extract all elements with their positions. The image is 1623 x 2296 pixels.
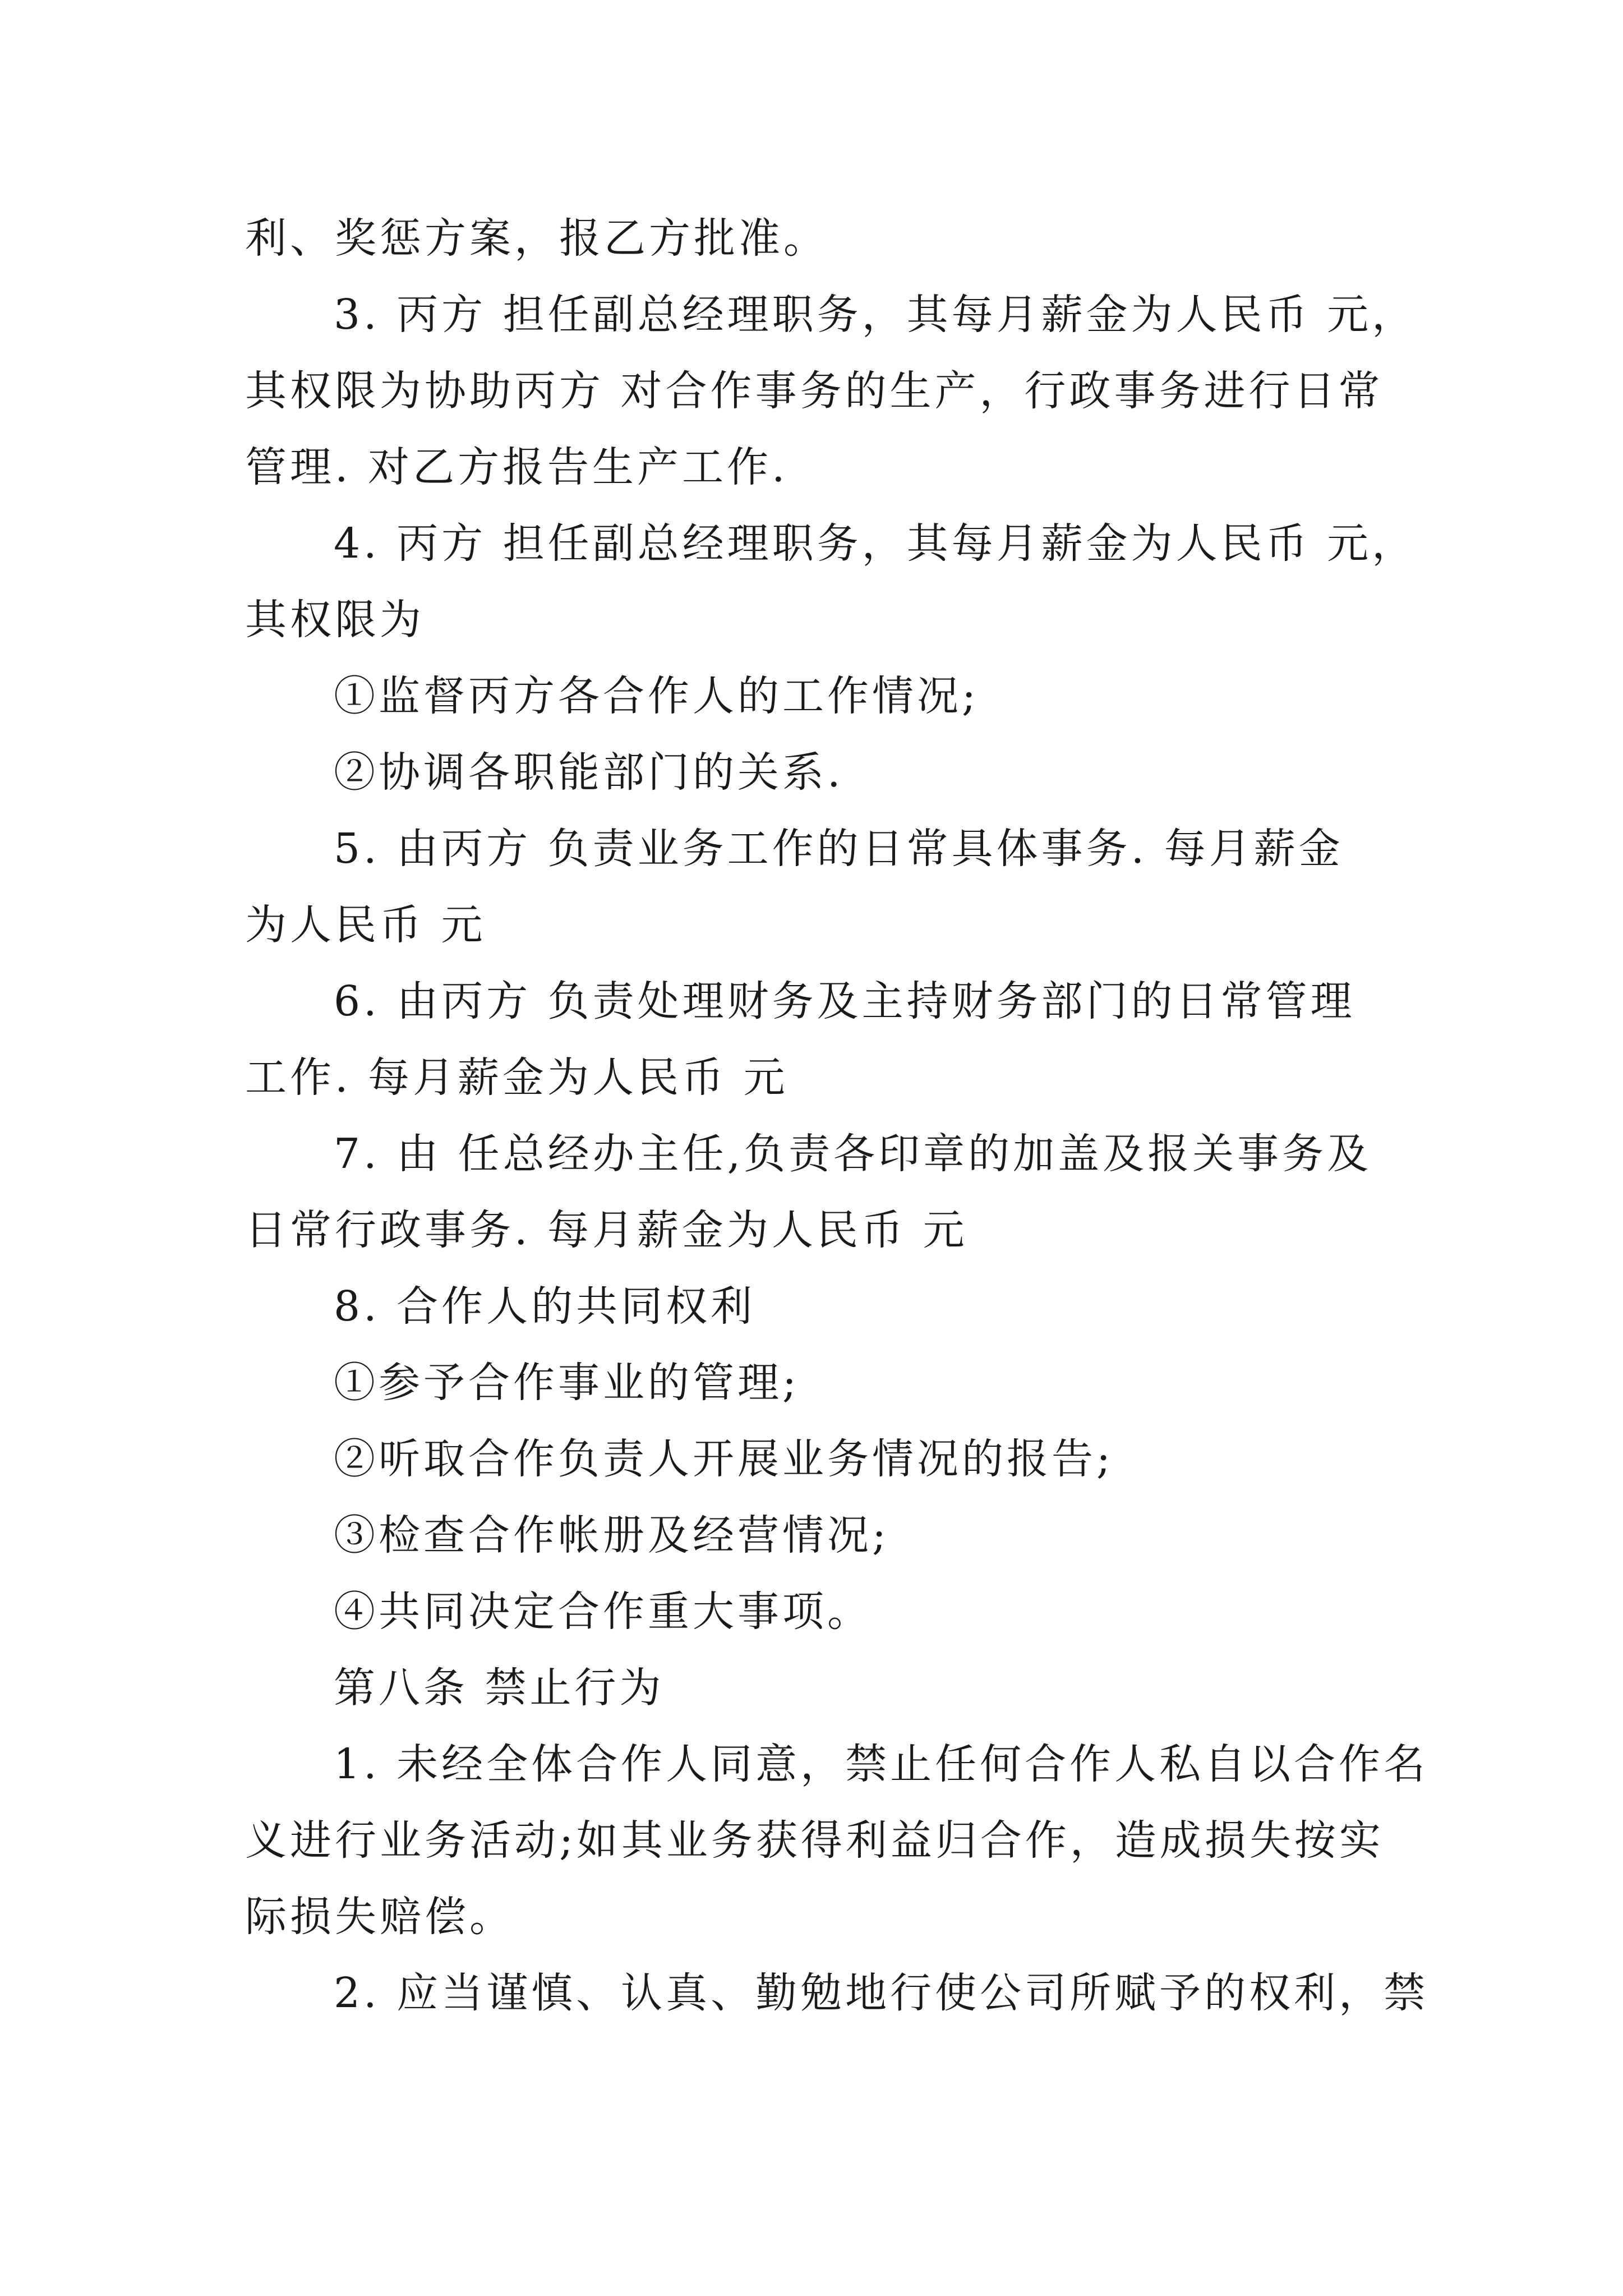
text-line: 工作. 每月薪金为人民币 元 <box>245 1053 789 1102</box>
text-line: 义进行业务活动;如其业务获得利益归合作，造成损失按实 <box>245 1816 1384 1865</box>
text-line: 为人民币 元 <box>245 901 486 949</box>
text-line: 3. 丙方 担任副总经理职务，其每月薪金为人民币 元， <box>334 291 1417 339</box>
text-line: ②协调各职能部门的关系. <box>334 748 844 797</box>
text-line: ①参予合作事业的管理; <box>334 1359 800 1407</box>
text-line: 2. 应当谨慎、认真、勤勉地行使公司所赋予的权利，禁 <box>334 1969 1429 2017</box>
text-line: 利、奖惩方案，报乙方批准。 <box>245 214 828 263</box>
text-line: 其权限为协助丙方 对合作事务的生产，行政事务进行日常 <box>245 367 1384 415</box>
text-line: 7. 由 任总经办主任,负责各印章的加盖及报关事务及 <box>334 1130 1372 1178</box>
text-line: 6. 由丙方 负责处理财务及主持财务部门的日常管理 <box>334 977 1355 1025</box>
text-line: 4. 丙方 担任副总经理职务，其每月薪金为人民币 元， <box>334 519 1417 568</box>
text-line: ③检查合作帐册及经营情况; <box>334 1511 889 1559</box>
text-line: ④共同决定合作重大事项。 <box>334 1588 872 1636</box>
text-line: 其权限为 <box>245 596 425 644</box>
text-line: 1. 未经全体合作人同意，禁止任何合作人私自以合作名 <box>334 1740 1429 1788</box>
text-line: 5. 由丙方 负责业务工作的日常具体事务. 每月薪金 <box>334 825 1344 873</box>
text-line: ①监督丙方各合作人的工作情况; <box>334 672 979 720</box>
section-heading: 第八条 禁止行为 <box>334 1664 665 1712</box>
text-line: 际损失赔偿。 <box>245 1893 514 1941</box>
text-line: 管理. 对乙方报告生产工作. <box>245 443 789 491</box>
text-line: 8. 合作人的共同权利 <box>334 1282 756 1331</box>
text-line: 日常行政事务. 每月薪金为人民币 元 <box>245 1206 968 1254</box>
text-line: ②听取合作负责人开展业务情况的报告; <box>334 1435 1114 1483</box>
